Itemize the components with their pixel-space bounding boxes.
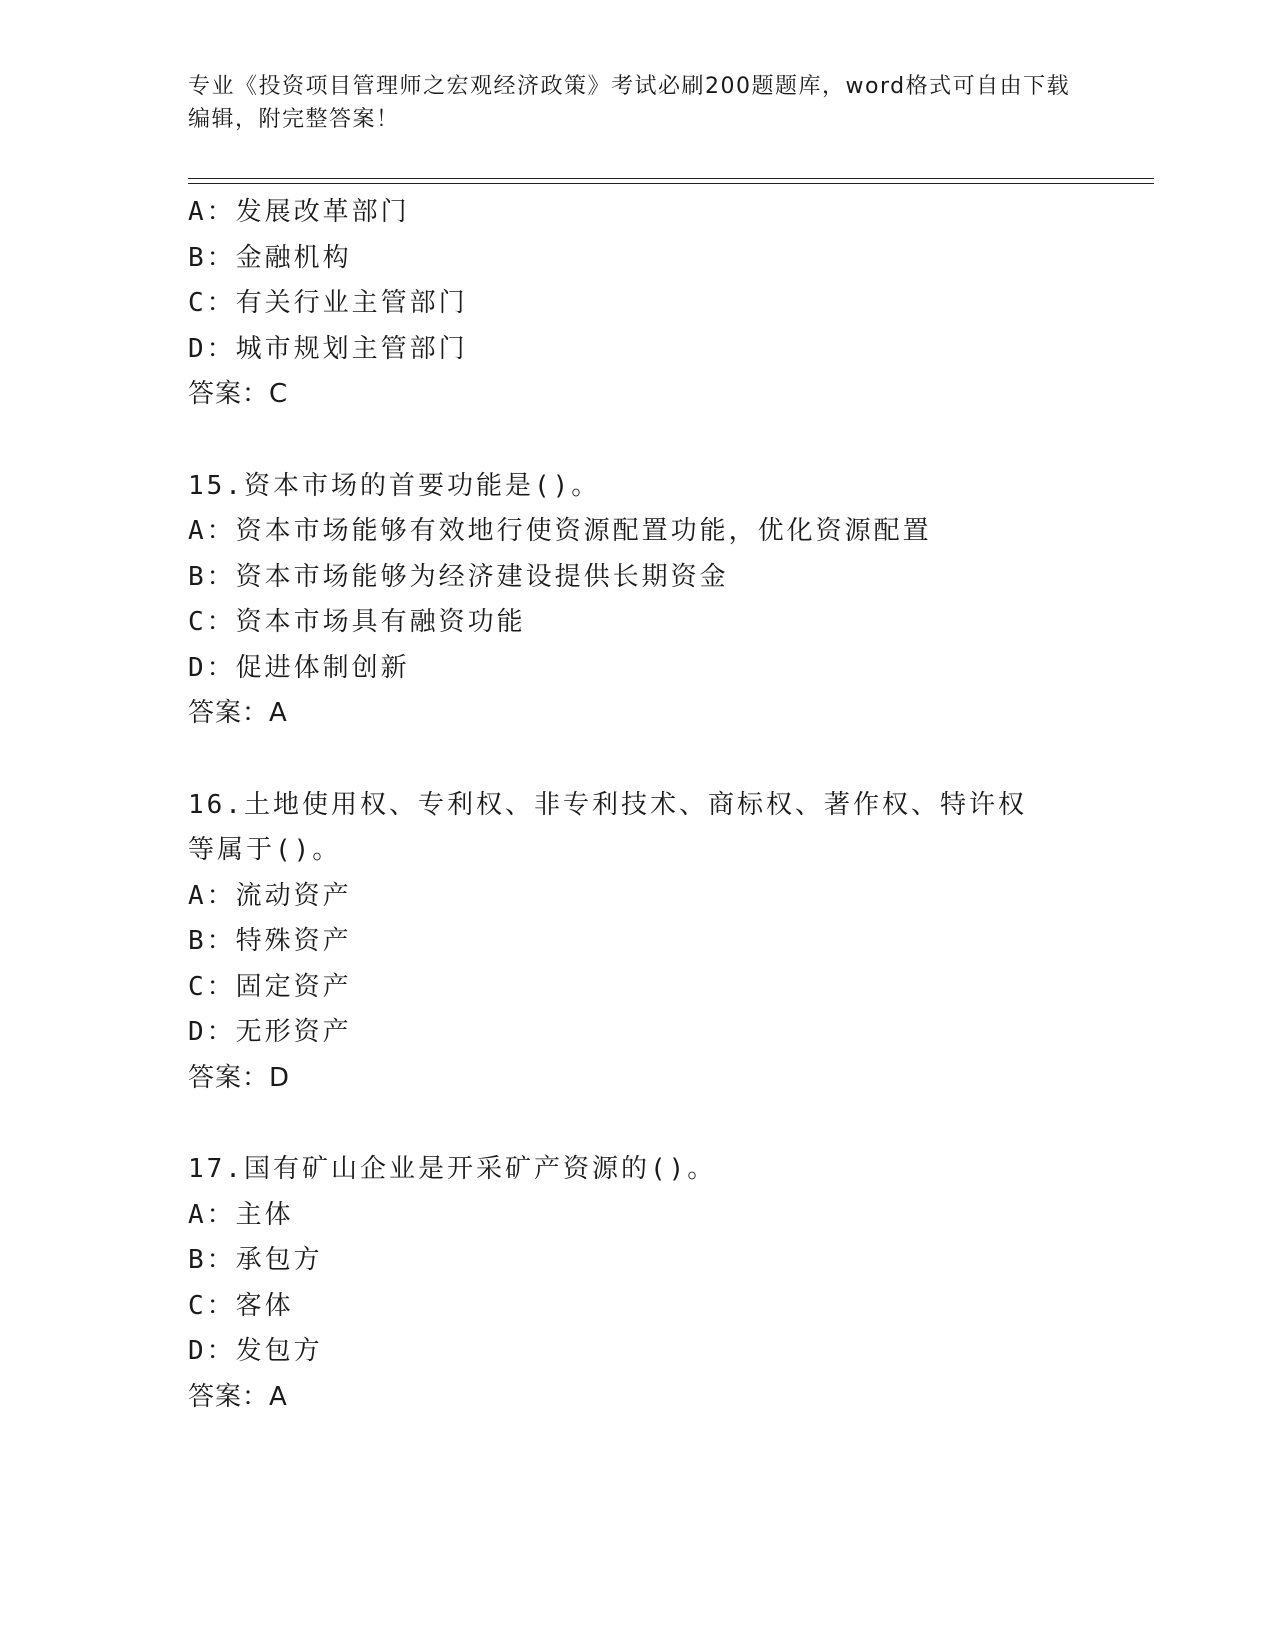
answer-line: 答案：A	[188, 698, 288, 728]
question-stem: 17.国有矿山企业是开采矿产资源的()。	[188, 1154, 717, 1184]
question-block	[188, 783, 1148, 1102]
question-stem: 16.土地使用权、专利权、非专利技术、商标权、著作权、特许权等属于()。	[188, 789, 1027, 865]
answer-line: 答案：D	[188, 1062, 291, 1093]
option-c: C：有关行业主管部门	[188, 288, 468, 318]
question-stem: 15.资本市场的首要功能是()。	[188, 470, 601, 501]
option-b: B：特殊资产	[188, 926, 352, 956]
header-divider-top	[188, 178, 1154, 179]
question-block	[188, 190, 1148, 418]
block-spacer	[188, 737, 1148, 783]
option-a: A：资本市场能够有效地行使资源配置功能，优化资源配置	[188, 516, 932, 546]
option-a: A：发展改革部门	[188, 197, 410, 227]
question-block	[188, 1147, 1148, 1420]
option-c: C：客体	[188, 1290, 294, 1321]
option-d: D：促进体制创新	[188, 652, 410, 683]
header-divider-bottom	[188, 183, 1154, 184]
option-c: C：固定资产	[188, 971, 352, 1002]
option-d: D：城市规划主管部门	[188, 333, 468, 364]
answer-line: 答案：A	[188, 1381, 288, 1412]
option-b: B：资本市场能够为经济建设提供长期资金	[188, 561, 729, 592]
question-block	[188, 464, 1148, 737]
option-a: A：主体	[188, 1199, 294, 1230]
option-d: D：无形资产	[188, 1017, 352, 1047]
option-b: B：承包方	[188, 1245, 323, 1275]
option-b: B：金融机构	[188, 242, 352, 273]
option-a: A：流动资产	[188, 880, 352, 911]
option-c: C：资本市场具有融资功能	[188, 607, 526, 637]
block-spacer	[188, 418, 1148, 464]
document-header: 专业《投资项目管理师之宏观经济政策》考试必刷200题题库，word格式可自由下载编辑，附完整答案！	[188, 74, 1071, 132]
option-d: D：发包方	[188, 1336, 323, 1366]
question-list	[188, 190, 1148, 1420]
block-spacer	[188, 1101, 1148, 1147]
answer-line: 答案：C	[188, 379, 289, 409]
